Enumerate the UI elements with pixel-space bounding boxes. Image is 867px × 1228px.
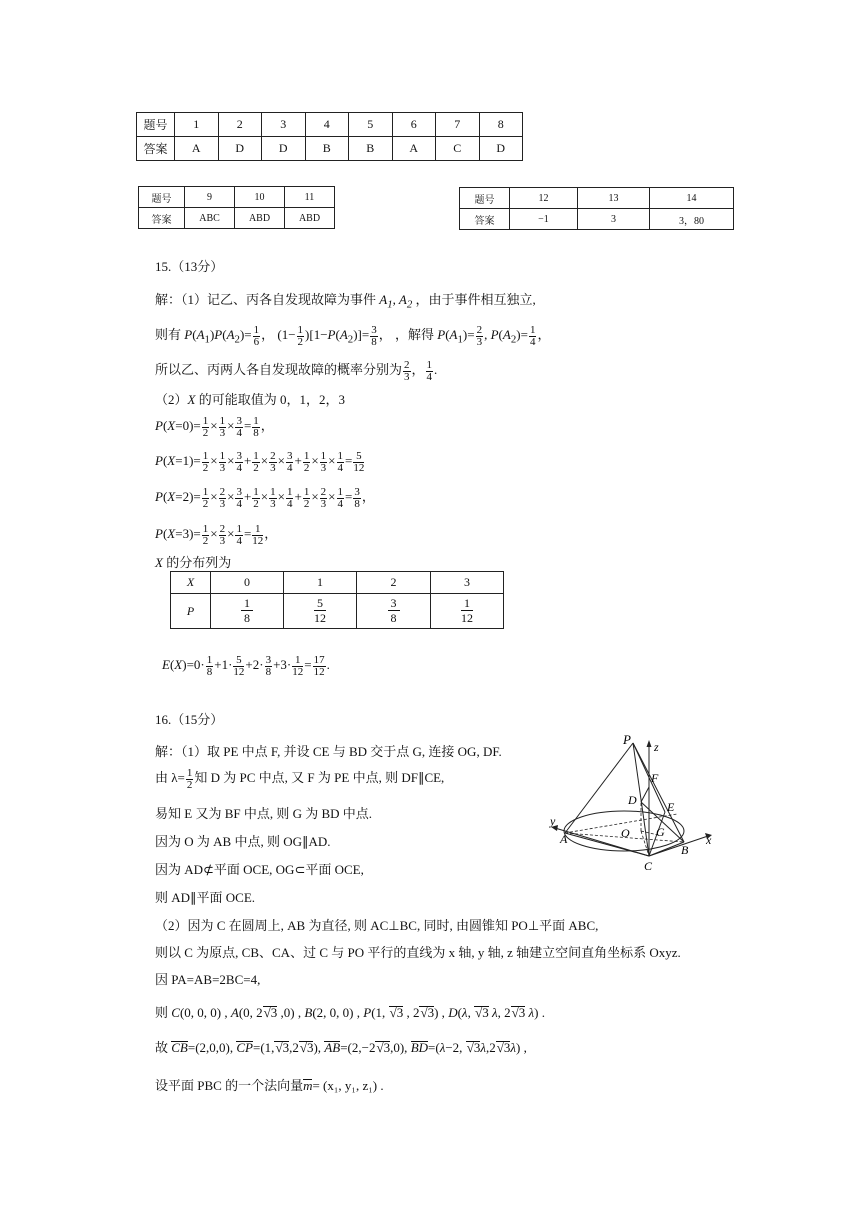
dist-header-x: X [171,572,211,594]
q15-expectation: E(X)=0· $\frac{1}{8}$ +1· $\frac{5}{12}$ +2· $\frac{3}{8}$ +3· $\frac{1}{12}$ = $\frac{17}{12}$ . [162,653,330,678]
label-x: x [706,833,712,847]
table-cell: B [349,137,393,161]
q15-dist-label-text: 的分布列为 [166,555,232,570]
row-header-answer: 答案 [139,208,185,229]
table-cell: 2 [218,113,262,137]
q16-normal-vector: 设平面 PBC 的一个法向量m= (x₁, y₁, z₁) . [155,1078,384,1093]
dist-p-cell: $\frac{3}{8}$ [357,594,431,629]
table-cell: D [262,137,306,161]
z-axis-arrow [647,740,652,747]
label-F: F [651,771,659,785]
dist-p-cell: $\frac{1}{12}$ [431,594,504,629]
answer-table-2-number-row [139,187,335,208]
q15-line-2-text-a: 则有 [155,327,182,342]
answer-table-1 [136,112,523,161]
q16-line-2-text-a: 由 λ= [155,770,185,785]
q16-line-3: 易知 E 又为 BF 中点, 则 G 为 BD 中点. [155,806,373,821]
cone-geometry-figure [545,732,725,872]
table-cell: −1 [510,209,578,230]
event-symbols: $A_1$, $A_2$ [379,292,413,311]
row-header-number: 题号 [137,113,175,137]
table-cell: B [305,137,349,161]
distribution-p-row [171,594,504,629]
label-y: y [550,814,556,828]
table-cell: 10 [235,187,285,208]
dist-header-p: P [171,594,211,629]
answer-table-3 [459,187,734,230]
row-header-answer: 答案 [460,209,510,230]
q15-line-4-text-b: 的可能取值为 0，1，2，3 [198,392,345,407]
dist-x-cell: 1 [284,572,357,594]
table-cell: ABD [285,208,335,229]
label-O: O [621,826,630,840]
q15-line-1-text-b: ，由于事件相互独立, [415,292,536,307]
answer-table-1-number-row [137,113,523,137]
table-cell: 8 [479,113,523,137]
answer-table-3-number-row [460,188,734,209]
q16-line-8: 则以 C 为原点, CB、CA、过 C 与 PO 平行的直线为 x 轴, y 轴, z 轴建立空间直角坐标系 Oxyz. [155,945,681,960]
dist-x-cell: 0 [211,572,284,594]
table-cell: D [218,137,262,161]
q15-line-2-text-b: ，解得 [394,327,434,342]
dist-p-cell: $\frac{1}{8}$ [211,594,284,629]
q16-line-4: 因为 O 为 AB 中点, 则 OG∥AD. [155,834,331,849]
q15-px3: P(X=3)= $\frac{1}{2}$ × $\frac{2}{3}$ × $\frac{1}{4}$ = $\frac{1}{12}$ ， [155,522,278,547]
q16-line-1: 解：（1）取 PE 中点 F, 并设 CE 与 BD 交于点 G, 连接 OG, DF. [155,744,502,759]
label-P: P [623,732,631,747]
table-cell: 14 [650,188,734,209]
dist-x-cell: 3 [431,572,504,594]
distribution-x-row [171,572,504,594]
label-C: C [644,859,653,872]
table-cell: 7 [436,113,480,137]
label-E: E [667,800,675,814]
q15-px0: P(X=0)= $\frac{1}{2}$ × $\frac{1}{3}$ × $\frac{3}{4}$ = $\frac{1}{8}$ ， [155,414,274,439]
table-cell: 4 [305,113,349,137]
q15-line-4: （2）X 的可能取值为 0，1，2，3 [155,392,345,407]
table-cell: A [175,137,219,161]
answer-table-2-answer-row [139,208,335,229]
q15-line-3: 所以乙、丙两人各自发现故障的概率分别为 $\frac{2}{3}$ ， $\frac{1}{4}$ . [155,358,438,383]
q16-line-2: 由 λ= $\frac{1}{2}$ 知 D 为 PC 中点, 又 F 为 PE 中点, 则 DF∥CE, [155,766,445,791]
q16-normal-vector-text-b: = (x₁, y₁, z₁) . [312,1078,384,1093]
table-cell: 12 [510,188,578,209]
y-axis [555,828,649,856]
q16-vectors: 故 CB=(2,0,0), CP=(1,√3,2√3), AB=(2,−2√3,0), BD=(λ−2, √3λ,2√3λ) , [155,1040,527,1055]
q15-line-1-text-a: 解：（1）记乙、丙各自发现故障为事件 [155,292,377,307]
q16-line-7: （2）因为 C 在圆周上, AB 为直径, 则 AC⊥BC, 同时, 由圆锥知 PO⊥平面 ABC, [155,918,599,933]
table-cell: ABC [185,208,235,229]
table-cell: 3 [262,113,306,137]
q16-normal-vector-text-a: 设平面 PBC 的一个法向量 [155,1078,304,1093]
label-A: A [560,832,568,846]
q16-line-9: 因 PA=AB=2BC=4, [155,972,261,987]
q16-line-5: 因为 AD⊄平面 OCE, OG⊂平面 OCE, [155,862,364,877]
q15-line-2: 则有 $P(A_1)P(A_2)=$ $\frac{1}{6}$ ， (1− $\frac{1}{2}$ )$[1-P(A_2)]=$ $\frac{3}{8}$ ， ，解得 $P(A_1)=$ $\frac{2}{3}$ , $P(A_2)=$ $\frac{1}{4}$ ， [155,323,551,348]
q16-coordinates: 则 C(0, 0, 0) , A(0, 2√3 ,0) , B(2, 0, 0) , P(1, √3 , 2√3) , D(λ, √3 λ, 2√3 λ) . [155,1005,545,1020]
q15-dist-label: X 的分布列为 [155,555,232,570]
hidden-edge [641,831,649,856]
answer-table-1-answer-row [137,137,523,161]
table-cell: 3 [578,209,650,230]
q15-line-4-text-a: （2） [155,392,188,407]
dist-p-cell: $\frac{5}{12}$ [284,594,357,629]
table-cell: 11 [285,187,335,208]
q16-line-2-text-b: 知 D 为 PC 中点, 又 F 为 PE 中点, 则 DF∥CE, [194,770,445,785]
label-D: D [628,793,637,807]
table-cell: 3，80 [650,209,734,230]
label-z: z [654,740,659,754]
distribution-table [170,571,504,629]
edge-DF [641,787,649,802]
edge-PA [565,743,633,833]
table-cell: A [392,137,436,161]
row-header-number: 题号 [139,187,185,208]
table-cell: 1 [175,113,219,137]
row-header-number: 题号 [460,188,510,209]
table-cell: 9 [185,187,235,208]
q15-line-1 [155,292,536,313]
label-B: B [681,843,689,857]
table-cell: 13 [578,188,650,209]
table-cell: 5 [349,113,393,137]
answer-table-2 [138,186,335,229]
q15-heading: 15.（13分） [155,259,224,274]
q15-px1: P(X=1)= $\frac{1}{2}$ × $\frac{1}{3}$ × $\frac{3}{4}$ + $\frac{1}{2}$ × $\frac{2}{3}$ × $\frac{3}{4}$ + $\frac{1}{2}$ × $\frac{1}{3}$ × $\frac{1}{4}$ = $\frac{5}{12}$ [155,449,365,474]
table-cell: C [436,137,480,161]
dist-x-cell: 2 [357,572,431,594]
q16-line-6: 则 AD∥平面 OCE. [155,890,256,905]
q15-line-3-text-a: 所以乙、丙两人各自发现故障的概率分别为 [155,362,403,377]
row-header-answer: 答案 [137,137,175,161]
label-G: G [656,825,665,839]
table-cell: D [479,137,523,161]
table-cell: ABD [235,208,285,229]
table-cell: 6 [392,113,436,137]
answer-table-3-answer-row [460,209,734,230]
q16-heading: 16.（15分） [155,712,224,727]
q15-px2: P(X=2)= $\frac{1}{2}$ × $\frac{2}{3}$ × $\frac{3}{4}$ + $\frac{1}{2}$ × $\frac{1}{3}$ × $\frac{1}{4}$ + $\frac{1}{2}$ × $\frac{2}{3}$ × $\frac{1}{4}$ = $\frac{3}{8}$ ， [155,485,375,510]
